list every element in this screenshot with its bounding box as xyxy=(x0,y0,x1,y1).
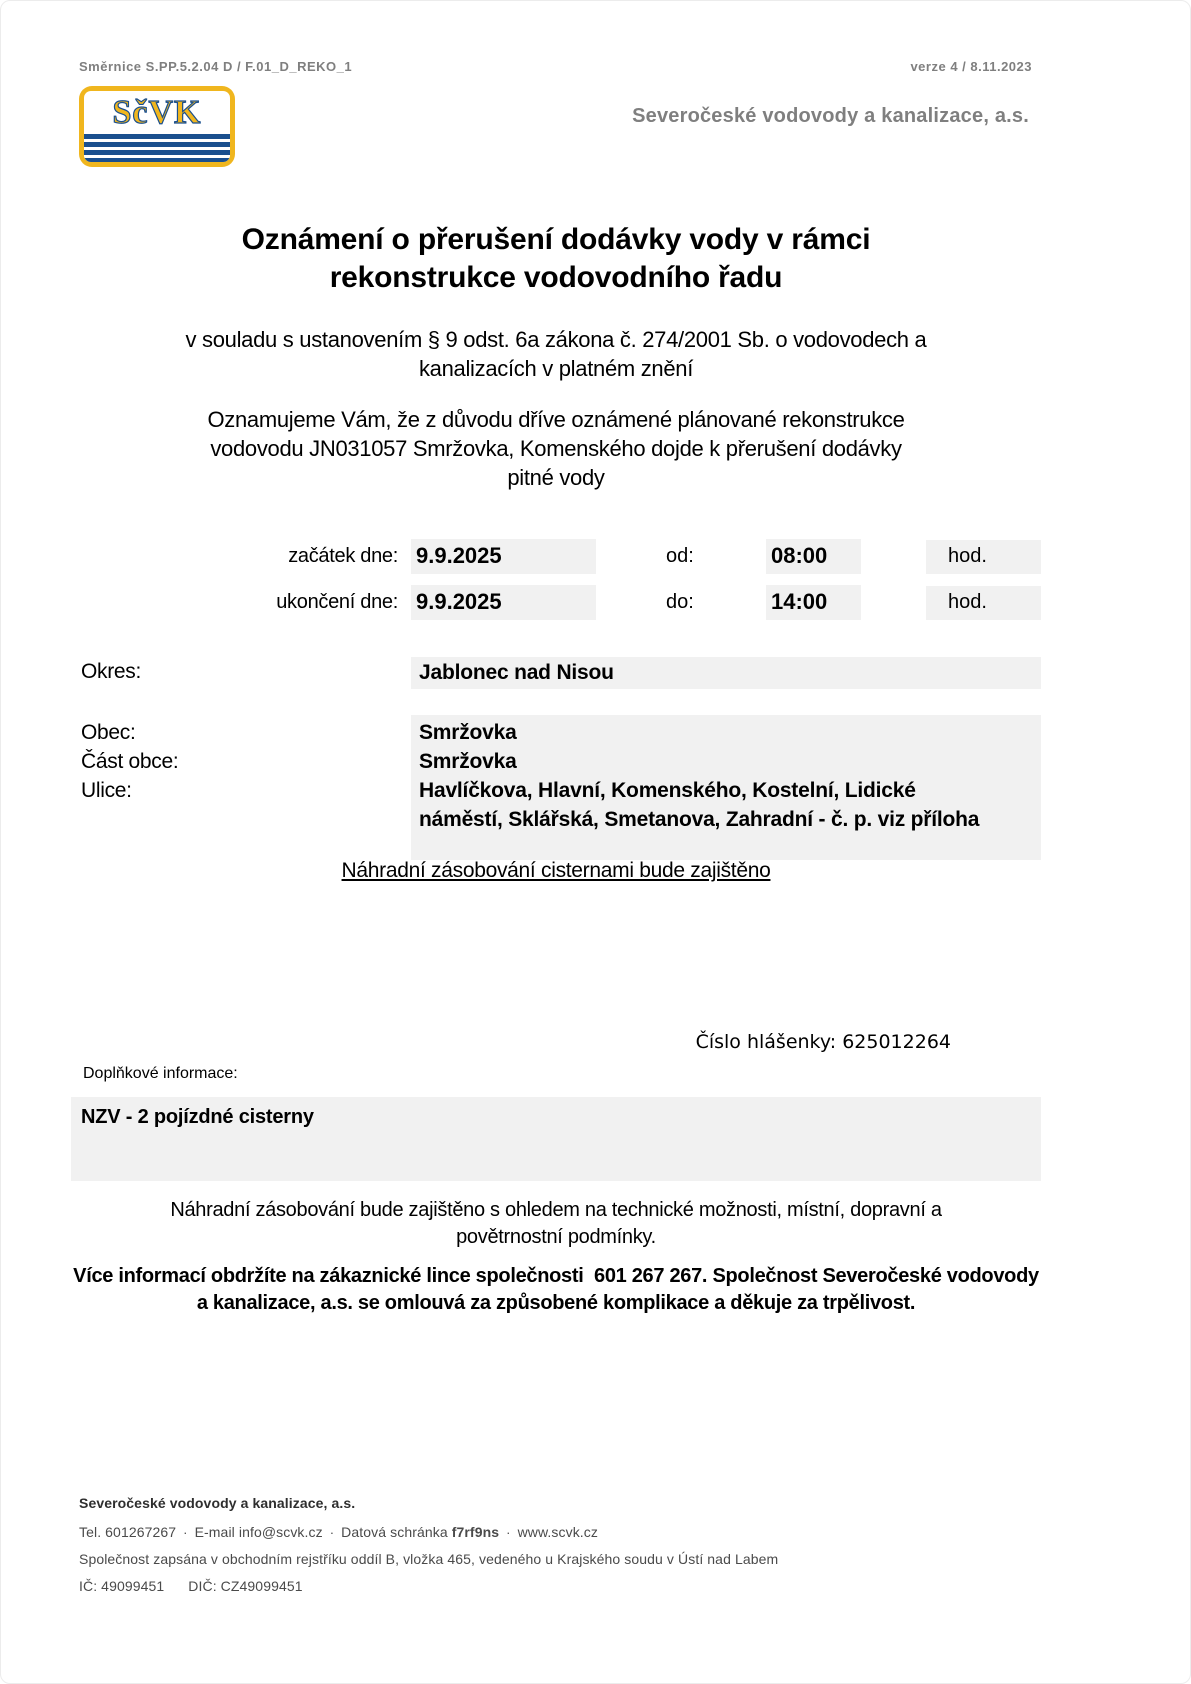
additional-info-field: NZV - 2 pojízdné cisterny xyxy=(71,1097,1041,1181)
hours-label-end: hod. xyxy=(926,586,1041,620)
municipality-label: Obec: xyxy=(81,721,136,744)
scvk-logo-text: SčVK xyxy=(112,93,202,131)
municipality-field: Smržovka xyxy=(419,721,517,744)
footer-databox-label: Datová schránka xyxy=(341,1524,448,1540)
document-title-line2: rekonstrukce vodovodního řadu xyxy=(329,261,783,294)
footer-email: E-mail info@scvk.cz xyxy=(194,1524,323,1540)
start-date-field: 9.9.2025 xyxy=(411,539,596,574)
district-row xyxy=(71,657,1041,689)
end-date-label: ukončení dne: xyxy=(276,591,398,613)
schedule-start-row xyxy=(71,539,1041,574)
report-number-label: Číslo hlášenky: xyxy=(695,1031,837,1053)
announcement-paragraph: Oznamujeme Vám, že z důvodu dříve oznámené plánované rekonstrukce vodovodu JN031057 Smržovka, Komenského dojde k přerušení dodávky pitné vody xyxy=(207,407,905,490)
footer-website: www.scvk.cz xyxy=(517,1524,599,1540)
footer-phone: Tel. 601267267 xyxy=(79,1524,177,1540)
street-label: Ulice: xyxy=(81,779,132,802)
end-date-field: 9.9.2025 xyxy=(411,585,596,620)
district-field: Jablonec nad Nisou xyxy=(411,657,1041,689)
legal-basis-paragraph: v souladu s ustanovením § 9 odst. 6a zákona č. 274/2001 Sb. o vodovodech a kanalizacích v platném znění xyxy=(185,327,927,381)
municipality-fields xyxy=(411,715,1041,860)
municipality-part-label: Část obce: xyxy=(81,750,179,773)
from-time-field: 08:00 xyxy=(766,539,861,574)
document-title xyxy=(71,221,1041,297)
footer-registry-line: Společnost zapsána v obchodním rejstříku oddíl B, vložka 465, vedeného u Krajského soudu v Ústí nad Labem xyxy=(79,1551,779,1567)
from-label: od: xyxy=(666,545,694,567)
footer xyxy=(79,1495,778,1594)
footer-dic: DIČ: CZ49099451 xyxy=(188,1578,303,1594)
footer-databox-id: f7rf9ns xyxy=(451,1524,500,1540)
scvk-logo-inner xyxy=(84,91,230,162)
scvk-logo xyxy=(79,86,235,167)
footer-separator-icon: · xyxy=(329,1525,335,1540)
to-time-field: 14:00 xyxy=(766,585,861,620)
substitute-supply-note: Náhradní zásobování cisternami bude zajištěno xyxy=(341,859,771,882)
closing-paragraph: Více informací obdržíte na zákaznické lince společnosti 601 267 267. Společnost Severočeské vodovody a kanalizace, a.s. se omlouvá za způsobené komplikace a děkuje za trpělivost. xyxy=(73,1265,1045,1314)
footer-contact-line xyxy=(79,1524,778,1540)
municipality-labels xyxy=(81,718,178,805)
footer-separator-icon: · xyxy=(506,1525,511,1540)
to-label: do: xyxy=(666,591,694,613)
report-number-line xyxy=(71,1031,1041,1053)
footer-company-name: Severočeské vodovody a kanalizace, a.s. xyxy=(79,1495,356,1511)
directive-reference: Směrnice S.PP.5.2.04 D / F.01_D_REKO_1 xyxy=(79,59,353,74)
additional-info-label: Doplňkové informace: xyxy=(83,1065,238,1082)
footer-separator-icon: · xyxy=(183,1525,188,1540)
hours-label-start: hod. xyxy=(926,540,1041,574)
municipality-part-field: Smržovka xyxy=(419,750,517,773)
district-label: Okres: xyxy=(81,660,142,683)
footer-ic: IČ: 49099451 xyxy=(79,1578,165,1594)
supply-conditions-note: Náhradní zásobování bude zajištěno s ohledem na technické možnosti, místní, dopravní a povětrnostní podmínky. xyxy=(170,1199,942,1248)
schedule-end-row xyxy=(71,585,1041,620)
start-date-label: začátek dne: xyxy=(288,545,398,567)
document-title-line1: Oznámení o přerušení dodávky vody v rámci xyxy=(241,223,871,256)
report-number-value: 625012264 xyxy=(842,1031,951,1053)
municipality-row xyxy=(71,715,1041,860)
footer-id-line xyxy=(79,1578,778,1594)
streets-field: Havlíčkova, Hlavní, Komenského, Kostelní, Lidické náměstí, Sklářská, Smetanova, Zahradní - č. p. viz příloha xyxy=(419,779,980,831)
scvk-logo-stripes xyxy=(84,134,230,162)
company-name-header: Severočeské vodovody a kanalizace, a.s. xyxy=(632,105,1029,127)
version-label: verze 4 / 8.11.2023 xyxy=(910,59,1032,74)
